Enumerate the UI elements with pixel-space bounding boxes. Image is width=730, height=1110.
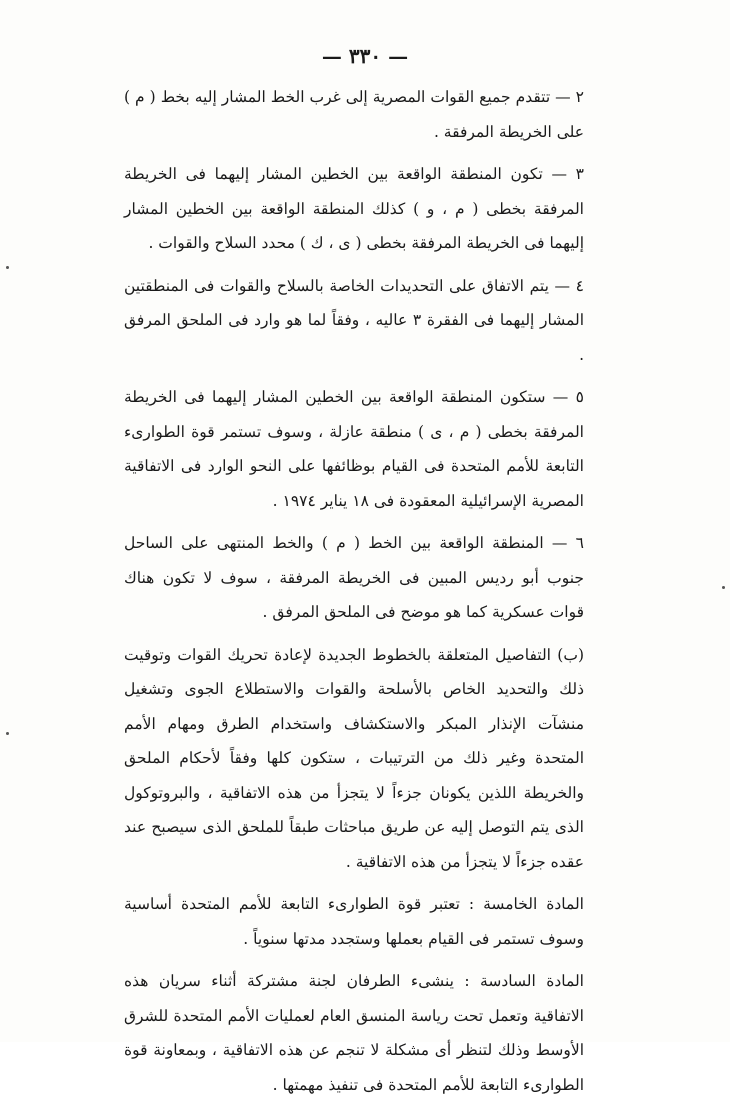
article-five: المادة الخامسة : تعتبر قوة الطوارىء التابعة للأمم المتحدة أساسية وسوف تستمر فى القيام بعملها وستجدد مدتها سنوياً . [124,895,584,948]
scan-speck [6,732,9,735]
scan-speck [6,266,9,269]
page-body [124,80,584,1110]
clause-3: ٣ — تكون المنطقة الواقعة بين الخطين المشار إليهما فى الخريطة المرفقة بخطى ( م ، و ) كذلك المنطقة الواقعة بين الخطين المشار إليهما فى الخريطة المرفقة بخطى ( ى ، ك ) محدد السلاح والقوات . [124,165,584,252]
clause-4: ٤ — يتم الاتفاق على التحديدات الخاصة بالسلاح والقوات فى المنطقتين المشار إليهما فى الفقرة ٣ عاليه ، وفقاً لما هو وارد فى الملحق المرفق . [124,276,585,364]
article-six: المادة السادسة : ينشىء الطرفان لجنة مشتركة أثناء سريان هذه الاتفاقية وتعمل تحت رياسة المنسق العام لعمليات الأمم المتحدة للشرق الأوسط وذلك لتنظر أى مشكلة لا تنجم عن هذه الاتفاقية ، وبمعاونة قوة الطوارىء التابعة للأمم المتحدة فى تنفيذ مهمتها . [124,972,584,1094]
clause-6: ٦ — المنطقة الواقعة بين الخط ( م ) والخط المنتهى على الساحل جنوب أبو رديس المبين فى الخريطة المرفقة ، سوف لا تكون هناك قوات عسكرية كما هو موضح فى الملحق المرفق . [124,534,584,621]
section-b: (ب) التفاصيل المتعلقة بالخطوط الجديدة لإعادة تحريك القوات وتوقيت ذلك والتحديد الخاص بالأسلحة والقوات والاستطلاع الجوى وتشغيل منشآت الإنذار المبكر والاستكشاف واستخدام الطرق ومهام الأمم المتحدة وغير ذلك من الترتيبات ، ستكون كلها وفقاً لأحكام الملحق والخريطة اللذين يكونان جزءاً لا يتجزأ من هذه الاتفاقية ، والبروتوكول الذى يتم التوصل إليه عن طريق مباحثات طبقاً للملحق الذى سيصبح عند عقده جزءاً لا يتجزأ من هذه الاتفاقية . [124,645,584,871]
page-number: — ٣٣٠ — [321,44,409,68]
clause-2: ٢ — تتقدم جميع القوات المصرية إلى غرب الخط المشار إليه بخط ( م ) على الخريطة المرفقة . [124,88,584,141]
scan-speck [722,586,725,589]
clause-5: ٥ — ستكون المنطقة الواقعة بين الخطين المشار إليهما فى الخريطة المرفقة بخطى ( م ، ى ) منطقة عازلة ، وسوف تستمر قوة الطوارىء التابعة للأمم المتحدة فى القيام بوظائفها على النحو الوارد فى الاتفاقية المصرية الإسرائيلية المعقودة فى ١٨ يناير ١٩٧٤ . [124,388,584,510]
